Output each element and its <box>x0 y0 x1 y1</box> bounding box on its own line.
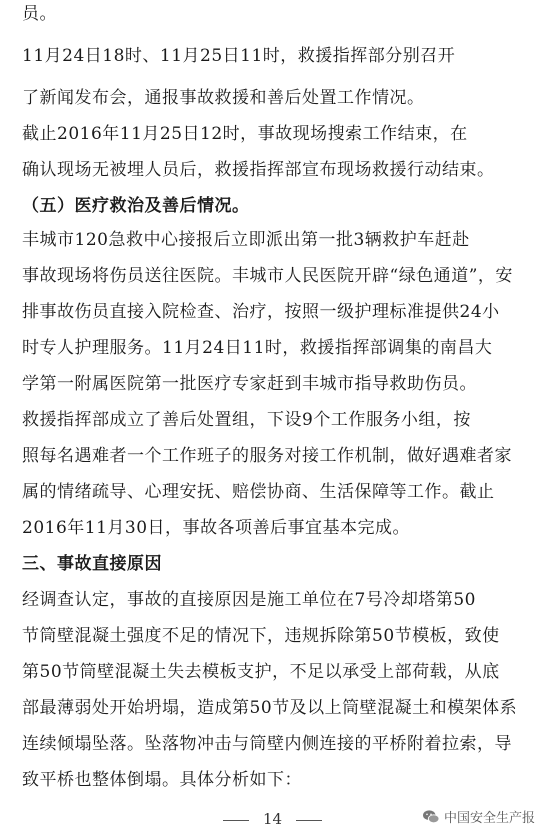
text-line: 第50节筒壁混凝土失去模板支护，不足以承受上部荷载，从底 <box>22 662 500 682</box>
section-heading: 三、事故直接原因 <box>22 554 162 574</box>
text-line: 确认现场无被埋人员后，救援指挥部宣布现场救援行动结束。 <box>22 160 495 180</box>
text-line: 截止2016年11月25日12时，事故现场搜索工作结束，在 <box>22 124 468 144</box>
text-line: 丰城市120急救中心接报后立即派出第一批3辆救护车赶赴 <box>22 230 470 250</box>
text-line: 事故现场将伤员送往医院。丰城市人民医院开辟“绿色通道”，安 <box>22 266 513 286</box>
text-line: 致平桥也整体倒塌。具体分析如下： <box>22 770 302 790</box>
text-line: 2016年11月30日，事故各项善后事宜基本完成。 <box>22 518 411 538</box>
text-line: 节筒壁混凝土强度不足的情况下，违规拆除第50节模板，致使 <box>22 626 500 646</box>
text-line: 部最薄弱处开始坍塌，造成第50节及以上筒壁混凝土和模架体系 <box>22 698 518 718</box>
watermark <box>422 807 535 826</box>
text-line: 救援指挥部成立了善后处置组，下设9个工作服务小组，按 <box>22 410 471 430</box>
text-line: 属的情绪疏导、心理安抚、赔偿协商、生活保障等工作。截止 <box>22 482 495 502</box>
text-line: 照每名遇难者一个工作班子的服务对接工作机制，做好遇难者家 <box>22 446 512 466</box>
text-line: 了新闻发布会，通报事故救援和善后处置工作情况。 <box>22 88 425 108</box>
text-line: 时专人护理服务。11月24日11时，救援指挥部调集的南昌大 <box>22 338 493 358</box>
text-line: 排事故伤员直接入院检查、治疗，按照一级护理标准提供24小 <box>22 302 500 322</box>
text-line: 连续倾塌坠落。坠落物冲击与筒壁内侧连接的平桥附着拉索，导 <box>22 734 512 754</box>
text-line: 11月24日18时、11月25日11时，救援指挥部分别召开 <box>22 46 456 66</box>
watermark-label: 中国安全生产报 <box>443 811 535 826</box>
wechat-icon <box>422 809 440 825</box>
text-line: 学第一附属医院第一批医疗专家赶到丰城市指导救助伤员。 <box>22 374 477 394</box>
text-line: 经调查认定，事故的直接原因是施工单位在7号冷却塔第50 <box>22 590 476 610</box>
page-number: 14 <box>0 810 545 828</box>
text-line: 员。 <box>22 4 57 24</box>
section-heading: （五）医疗救治及善后情况。 <box>22 196 250 216</box>
